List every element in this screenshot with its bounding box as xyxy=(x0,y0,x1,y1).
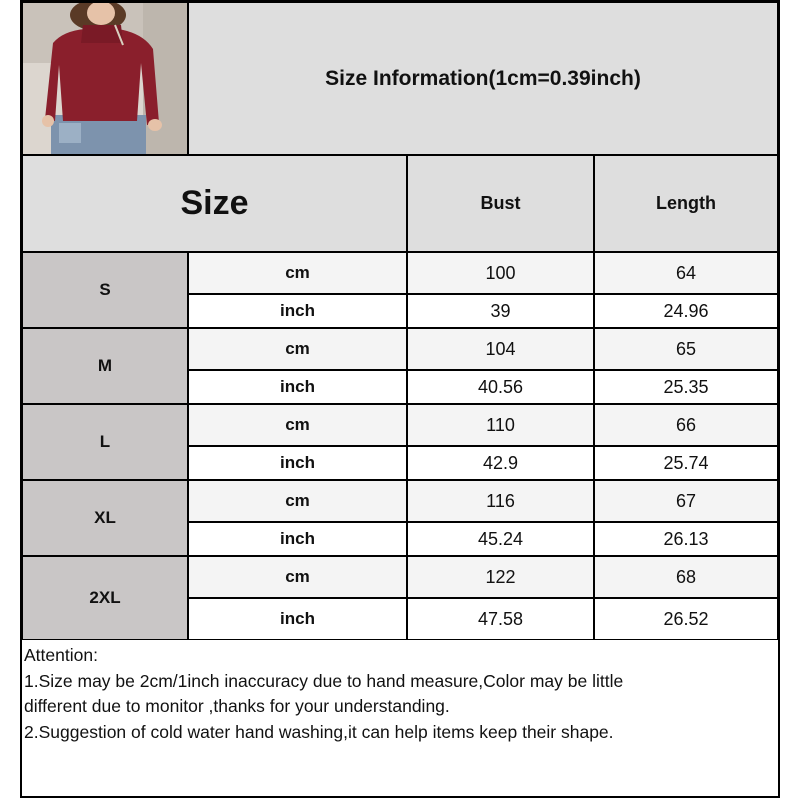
bust-header: Bust xyxy=(480,193,521,213)
unit-label: inch xyxy=(280,609,315,628)
size-cell-xl xyxy=(22,480,188,556)
length-cell xyxy=(594,404,778,446)
length-cell xyxy=(594,556,778,598)
unit-label: inch xyxy=(280,453,315,472)
unit-cell xyxy=(188,252,407,294)
attention-line-1a: 1.Size may be 2cm/1inch inaccuracy due to hand measure,Color may be little xyxy=(24,670,624,691)
length-cell xyxy=(594,370,778,404)
page-title: Size Information(1cm=0.39inch) xyxy=(325,66,641,90)
bust-cell xyxy=(407,556,594,598)
length-header-cell xyxy=(594,155,778,252)
length-cell xyxy=(594,480,778,522)
unit-cell xyxy=(188,522,407,556)
bust-value: 100 xyxy=(485,262,516,283)
bust-value: 45.24 xyxy=(477,528,524,549)
unit-cell xyxy=(188,598,407,640)
attention-line-1b: different due to monitor ,thanks for your understanding. xyxy=(24,696,450,716)
unit-cell xyxy=(188,370,407,404)
unit-cell xyxy=(188,556,407,598)
size-cell-m xyxy=(22,328,188,404)
length-cell xyxy=(594,446,778,480)
bust-cell xyxy=(407,294,594,328)
product-image xyxy=(22,2,188,155)
length-value: 68 xyxy=(675,566,697,587)
length-cell xyxy=(594,522,778,556)
bust-value: 40.56 xyxy=(477,376,524,397)
unit-label: inch xyxy=(280,529,315,548)
size-label: S xyxy=(99,280,111,299)
length-value: 25.74 xyxy=(663,452,709,473)
size-header: Size xyxy=(180,184,249,222)
bust-value: 42.9 xyxy=(482,452,519,473)
length-header: Length xyxy=(656,193,716,213)
unit-cell xyxy=(188,446,407,480)
bust-value: 122 xyxy=(485,566,516,587)
bust-cell xyxy=(407,328,594,370)
bust-cell xyxy=(407,522,594,556)
size-label: 2XL xyxy=(89,588,121,607)
product-photo-icon xyxy=(23,3,188,155)
length-value: 25.35 xyxy=(663,376,709,397)
length-value: 26.13 xyxy=(663,528,709,549)
length-value: 64 xyxy=(675,262,697,283)
size-cell-s xyxy=(22,252,188,328)
length-value: 67 xyxy=(675,490,697,511)
bust-value: 116 xyxy=(486,490,515,511)
length-value: 65 xyxy=(675,338,697,359)
unit-cell xyxy=(188,404,407,446)
unit-label: cm xyxy=(285,491,310,510)
size-label: XL xyxy=(94,508,116,527)
length-cell xyxy=(594,328,778,370)
size-cell-2xl xyxy=(22,556,188,640)
bust-cell xyxy=(407,252,594,294)
length-value: 26.52 xyxy=(663,608,709,629)
size-label: M xyxy=(97,356,113,375)
bust-value: 110 xyxy=(486,414,515,435)
unit-cell xyxy=(188,328,407,370)
size-cell-l xyxy=(22,404,188,480)
bust-header-cell xyxy=(407,155,594,252)
bust-value: 47.58 xyxy=(477,608,524,629)
unit-label: cm xyxy=(285,339,310,358)
unit-cell xyxy=(188,294,407,328)
size-label: L xyxy=(99,432,111,451)
unit-label: cm xyxy=(285,567,310,586)
bust-value: 104 xyxy=(485,338,516,359)
unit-label: cm xyxy=(285,263,310,282)
size-info-title-cell xyxy=(188,2,778,155)
length-value: 24.96 xyxy=(663,300,709,321)
size-header-cell xyxy=(22,155,407,252)
bust-cell xyxy=(407,370,594,404)
attention-line-2: 2.Suggestion of cold water hand washing,it can help items keep their shape. xyxy=(24,721,614,742)
length-cell xyxy=(594,252,778,294)
bust-cell xyxy=(407,404,594,446)
unit-label: cm xyxy=(285,415,310,434)
length-cell xyxy=(594,598,778,640)
bust-value: 39 xyxy=(490,300,511,321)
unit-label: inch xyxy=(280,301,315,320)
attention-heading: Attention: xyxy=(24,645,98,665)
bust-cell xyxy=(407,598,594,640)
unit-cell xyxy=(188,480,407,522)
length-cell xyxy=(594,294,778,328)
bust-cell xyxy=(407,480,594,522)
length-value: 66 xyxy=(675,414,697,435)
unit-label: inch xyxy=(280,377,315,396)
attention-note xyxy=(22,641,778,796)
bust-cell xyxy=(407,446,594,480)
